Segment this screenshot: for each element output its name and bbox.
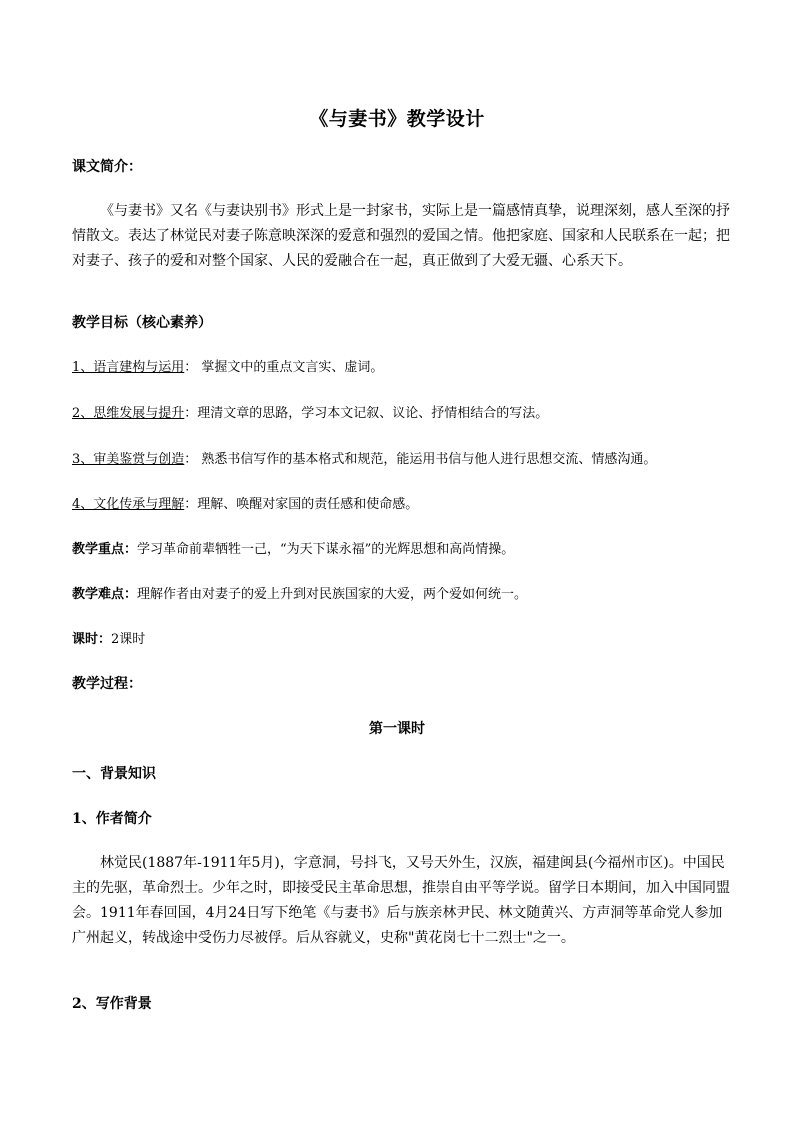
- key-point-text: 学习革命前辈牺牲一己，“为天下谋永福”的光辉思想和高尚情操。: [137, 542, 515, 557]
- difficulty-label: 教学难点：: [72, 587, 138, 602]
- goal-item-3: 3、审美鉴赏与创造： 熟悉书信写作的基本格式和规范，能运用书信与他人进行思想交流、情感沟通。: [72, 452, 657, 467]
- page-title: 《与妻书》教学设计: [309, 108, 485, 130]
- difficulty-text: 理解作者由对妻子的爱上升到对民族国家的大爱，两个爱如何统一。: [137, 587, 528, 602]
- goal-text: 掌握文中的重点文言实、虚词。: [201, 360, 384, 375]
- goal-item-4: 4、文化传承与理解：理解、唤醒对家国的责任感和使命感。: [72, 497, 419, 512]
- section-one-heading: 一、背景知识: [72, 766, 156, 782]
- goal-label: 2、思维发展与提升: [72, 406, 185, 421]
- intro-heading: 课文简介：: [72, 159, 142, 175]
- goal-label: 3、审美鉴赏与创造: [72, 452, 185, 467]
- class-hours-text: 2课时: [111, 632, 146, 647]
- goal-text: 熟悉书信写作的基本格式和规范，能运用书信与他人进行思想交流、情感沟通。: [201, 452, 657, 467]
- goal-text: 理解、唤醒对家国的责任感和使命感。: [197, 497, 419, 512]
- author-paragraph: 林觉民(1887年-1911年5月)，字意洞，号抖飞，又号天外生，汉族，福建闽县(今福州市区)。中国民主的先驱，革命烈士。少年之时，即接受民主革命思想，推崇自由平等学说。留学日本期间，加入中国同盟会。1911年春回国，4月24日写下绝笔《与妻书》后与族亲林尹民、林文随黄兴、方声洞等革命党人参加广州起义，转战途中受伤力尽被俘。后从容就义，史称"黄花岗七十二烈士"之一。: [72, 855, 730, 946]
- author-heading: 1、作者简介: [72, 811, 152, 827]
- difficulty: [72, 583, 527, 602]
- key-point-label: 教学重点：: [72, 542, 138, 557]
- goal-label: 4、文化传承与理解: [72, 497, 185, 512]
- goal-item-1: 1、语言建构与运用： 掌握文中的重点文言实、虚词。: [72, 360, 384, 375]
- background-heading: 2、写作背景: [72, 996, 152, 1012]
- goals-heading: 教学目标（核心素养）: [72, 315, 212, 331]
- goal-label: 1、语言建构与运用: [72, 360, 185, 375]
- class-hours-label: 课时：: [72, 632, 112, 647]
- intro-paragraph: 《与妻书》又名《与妻诀别书》形式上是一封家书，实际上是一篇感情真挚，说理深刻，感人至深的抒情散文。表达了林觉民对妻子陈意映深深的爱意和强烈的爱国之情。他把家庭、国家和人民联系在一起；把对妻子、孩子的爱和对整个国家、人民的爱融合在一起，真正做到了大爱无疆、心系天下。: [72, 203, 730, 269]
- lesson-one-heading: 第一课时: [369, 721, 425, 737]
- key-point: [72, 538, 514, 557]
- process-heading: 教学过程：: [72, 676, 142, 692]
- goal-text: 理清文章的思路，学习本文记叙、议论、抒情相结合的写法。: [197, 406, 549, 421]
- class-hours: [72, 628, 145, 647]
- goal-item-2: 2、思维发展与提升：理清文章的思路，学习本文记叙、议论、抒情相结合的写法。: [72, 406, 549, 421]
